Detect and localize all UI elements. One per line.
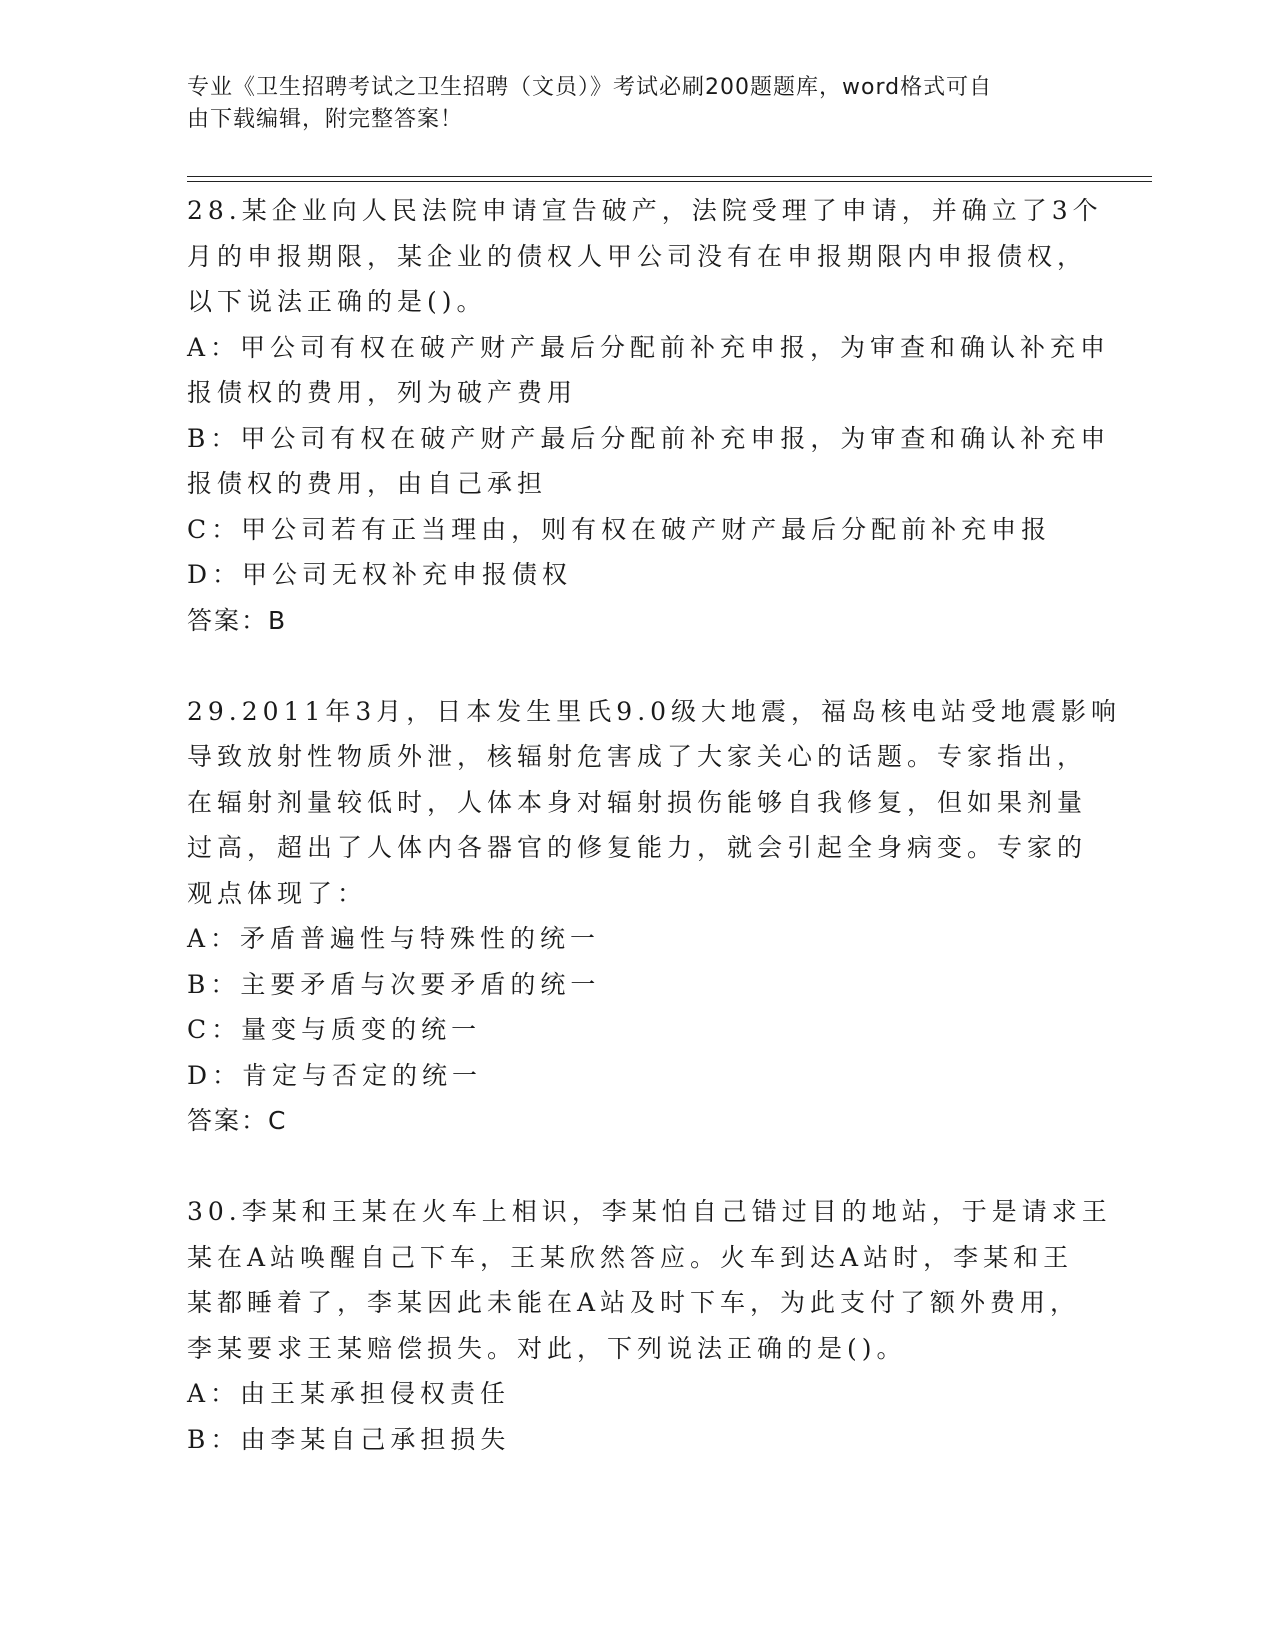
header-title-line-1: 专业《卫生招聘考试之卫生招聘（文员）》考试必刷200题题库，word格式可自: [187, 75, 993, 100]
question-29: [187, 689, 1122, 1144]
option-b: [187, 416, 1111, 507]
header-divider-top: [187, 176, 1152, 177]
option-text-line: 报债权的费用，由自己承担: [187, 469, 548, 498]
header-divider-bottom: [187, 181, 1152, 182]
answer-label: 答案：C: [187, 1106, 288, 1135]
question-text-line: 导致放射性物质外泄，核辐射危害成了大家关心的话题。专家指出，: [187, 742, 1088, 771]
question-text-line: 29.2011年3月，日本发生里氏9.0级大地震，福岛核电站受地震影响: [187, 696, 1122, 726]
question-text-line: 过高，超出了人体内各器官的修复能力，就会引起全身病变。专家的: [187, 833, 1088, 862]
option-c: C：甲公司若有正当理由，则有权在破产财产最后分配前补充申报: [187, 514, 1052, 544]
question-text-line: 以下说法正确的是()。: [187, 287, 487, 316]
option-d: D：肯定与否定的统一: [187, 1060, 483, 1090]
option-text-line: B：甲公司有权在破产财产最后分配前补充申报，为审查和确认补充申: [187, 423, 1111, 453]
option-c: C：量变与质变的统一: [187, 1015, 482, 1044]
question-text-line: 观点体现了：: [187, 878, 368, 908]
option-d: D：甲公司无权补充申报债权: [187, 560, 573, 589]
option-text-line: 报债权的费用，列为破产费用: [187, 378, 578, 407]
question-text-line: 某都睡着了，李某因此未能在A站及时下车，为此支付了额外费用，: [187, 1288, 1081, 1317]
question-text-line: 某在A站唤醒自己下车，王某欣然答应。火车到达A站时，李某和王: [187, 1242, 1074, 1272]
question-text-line: 月的申报期限，某企业的债权人甲公司没有在申报期限内申报债权，: [187, 241, 1088, 271]
answer-label: 答案：B: [187, 605, 288, 635]
header-title-line-2: 由下载编辑，附完整答案！: [187, 107, 464, 132]
option-b: B：由李某自己承担损失: [187, 1424, 511, 1454]
option-b: B：主要矛盾与次要矛盾的统一: [187, 969, 601, 999]
question-text-line: 30.李某和王某在火车上相识，李某怕自己错过目的地站，于是请求王: [187, 1197, 1112, 1226]
question-30: [187, 1189, 1112, 1462]
question-list: [187, 188, 1122, 1462]
document-header: [187, 72, 1067, 136]
question-text-line: 在辐射剂量较低时，人体本身对辐射损伤能够自我修复，但如果剂量: [187, 787, 1088, 817]
question-spacer: [187, 1144, 1087, 1190]
question-text-line: 28.某企业向人民法院申请宣告破产，法院受理了申请，并确立了3个: [187, 196, 1103, 225]
option-a: A：由王某承担侵权责任: [187, 1379, 511, 1408]
option-a: [187, 325, 1111, 416]
option-text-line: A：甲公司有权在破产财产最后分配前补充申报，为审查和确认补充申: [187, 332, 1111, 362]
question-spacer: [187, 643, 1087, 689]
question-text-line: 李某要求王某赔偿损失。对此，下列说法正确的是()。: [187, 1333, 907, 1363]
question-28: [187, 188, 1111, 643]
option-a: A：矛盾普遍性与特殊性的统一: [187, 924, 601, 953]
